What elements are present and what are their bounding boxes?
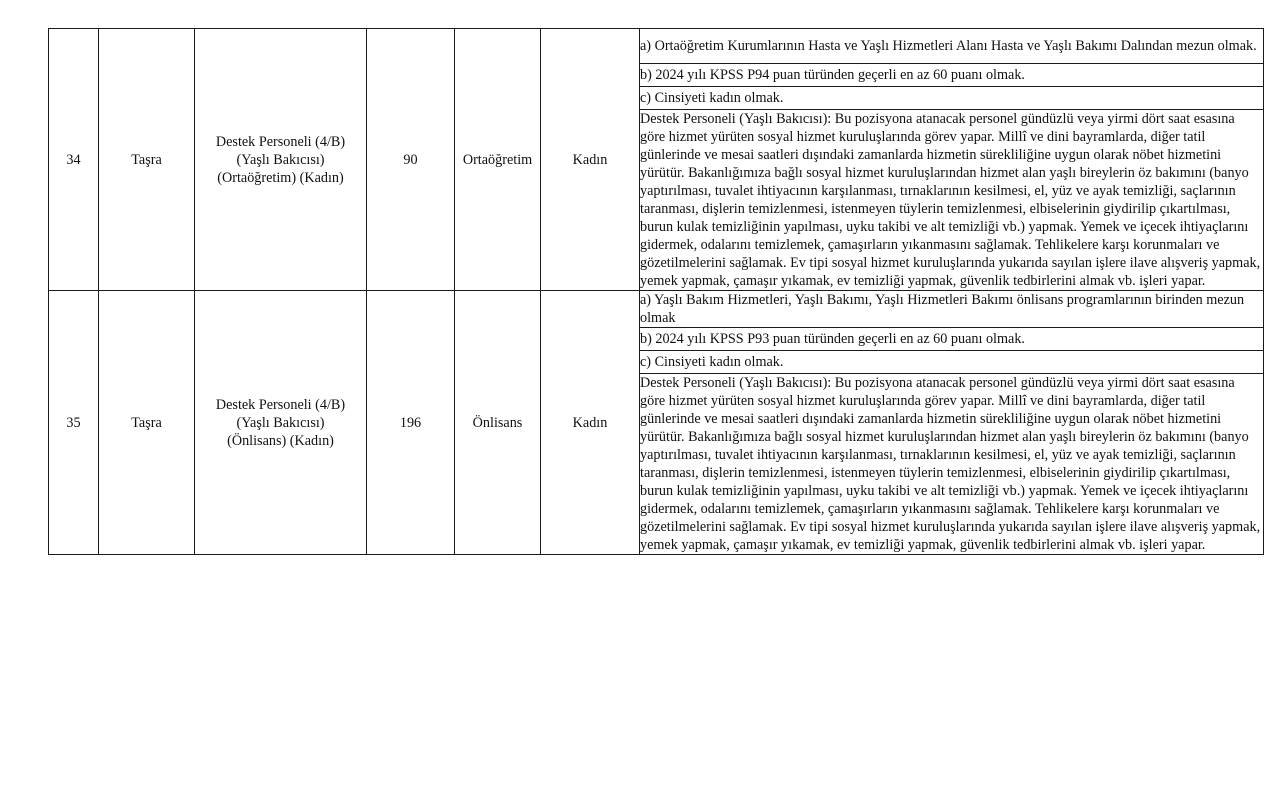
- position-line: Destek Personeli (4/B): [215, 396, 346, 413]
- requirement-c: c) Cinsiyeti kadın olmak.: [640, 87, 1264, 110]
- job-description-text: Destek Personeli (Yaşlı Bakıcısı): Bu pozisyona atanacak personel gündüzlü veya yirmi dört saat esasına göre hizmet yürüten sosyal hizmet kuruluşlarında görev yapar. Millî ve dini bayramlarda, diğer tatil günlerinde ve mesai saatleri dışındaki zamanlarda hizmetin sürekliliğine uygun olarak nöbet hizmetini yürütür. Bakanlığımıza bağlı sosyal hizmet kuruluşlarından hizmet alan yaşlı bireylerin öz bakımını (banyo yaptırılması, tuvalet ihtiyacının karşılanması, tırnaklarının kesilmesi, el, yüz ve ayak temizliği, saçlarının taranması, dişlerin temizlenmesi, istenmeyen tüylerin temizlenmesi, elbiselerinin giydirilip çıkartılması, burun kulak temizliğinin yapılması, uyku takibi ve alt temizliği vb.) yapmak. Yemek ve içecek ihtiyaçlarını gidermek, odalarını temizlemek, çamaşırların yıkanmasını sağlamak. Tehlikelere karşı korunmaları ve gözetilmelerini sağlamak. Ev tipi sosyal hizmet kuruluşlarında yukarıda sayılan işlere ilave alışveriş yapmak, yemek yapmak, çamaşır yıkamak, ev temizliği yapmak, güvenlik tedbirlerini almak vb. işleri yapar.: [640, 111, 1261, 289]
- gender-cell: Kadın: [541, 291, 640, 555]
- location-cell: Taşra: [99, 29, 195, 291]
- requirement-b: b) 2024 yılı KPSS P94 puan türünden geçerli en az 60 puanı olmak.: [640, 64, 1264, 87]
- requirement-a: a) Yaşlı Bakım Hizmetleri, Yaşlı Bakımı, Yaşlı Hizmetleri Bakımı önlisans programlarının birinden mezun olmak: [640, 291, 1264, 328]
- table-row: [49, 291, 1264, 328]
- requirement-c: c) Cinsiyeti kadın olmak.: [640, 351, 1264, 374]
- position-line: (Yaşlı Bakıcısı): [236, 414, 325, 431]
- education-cell: Önlisans: [455, 291, 541, 555]
- requirement-b: b) 2024 yılı KPSS P93 puan türünden geçerli en az 60 puanı olmak.: [640, 328, 1264, 351]
- job-description-text: Destek Personeli (Yaşlı Bakıcısı): Bu pozisyona atanacak personel gündüzlü veya yirmi dört saat esasına göre hizmet yürüten sosyal hizmet kuruluşlarında görev yapar. Millî ve dini bayramlarda, diğer tatil günlerinde ve mesai saatleri dışındaki zamanlarda hizmetin sürekliliğine uygun olarak nöbet hizmetini yürütür. Bakanlığımıza bağlı sosyal hizmet kuruluşlarından hizmet alan yaşlı bireylerin öz bakımını (banyo yaptırılması, tuvalet ihtiyacının karşılanması, tırnaklarının kesilmesi, el, yüz ve ayak temizliği, saçlarının taranması, dişlerin temizlenmesi, istenmeyen tüylerin temizlenmesi, elbiselerinin giydirilip çıkartılması, burun kulak temizliğinin yapılması, uyku takibi ve alt temizliği vb.) yapmak. Yemek ve içecek ihtiyaçlarını gidermek, odalarını temizlemek, çamaşırların yıkanmasını sağlamak. Tehlikelere karşı korunmaları ve gözetilmelerini sağlamak. Ev tipi sosyal hizmet kuruluşlarında yukarıda sayılan işlere ilave alışveriş yapmak, yemek yapmak, çamaşır yıkamak, ev temizliği yapmak, güvenlik tedbirlerini almak vb. işleri yapar.: [640, 375, 1261, 553]
- position-cell: [195, 291, 367, 555]
- gender-cell: Kadın: [541, 29, 640, 291]
- position-line: (Yaşlı Bakıcısı): [236, 151, 325, 168]
- quota-cell: 196: [367, 291, 455, 555]
- education-cell: Ortaöğretim: [455, 29, 541, 291]
- row-number: 35: [49, 291, 99, 555]
- job-description: [640, 110, 1264, 291]
- position-line: (Önlisans) (Kadın): [227, 432, 334, 449]
- requirement-a: a) Ortaöğretim Kurumlarının Hasta ve Yaşlı Hizmetleri Alanı Hasta ve Yaşlı Bakımı Dalından mezun olmak.: [640, 29, 1264, 64]
- position-line: Destek Personeli (4/B): [215, 133, 346, 150]
- table-row: [49, 29, 1264, 64]
- quota-cell: 90: [367, 29, 455, 291]
- row-number: 34: [49, 29, 99, 291]
- location-cell: Taşra: [99, 291, 195, 555]
- job-description: [640, 374, 1264, 555]
- position-cell: [195, 29, 367, 291]
- position-line: (Ortaöğretim) (Kadın): [217, 169, 344, 186]
- positions-table: [48, 28, 1264, 555]
